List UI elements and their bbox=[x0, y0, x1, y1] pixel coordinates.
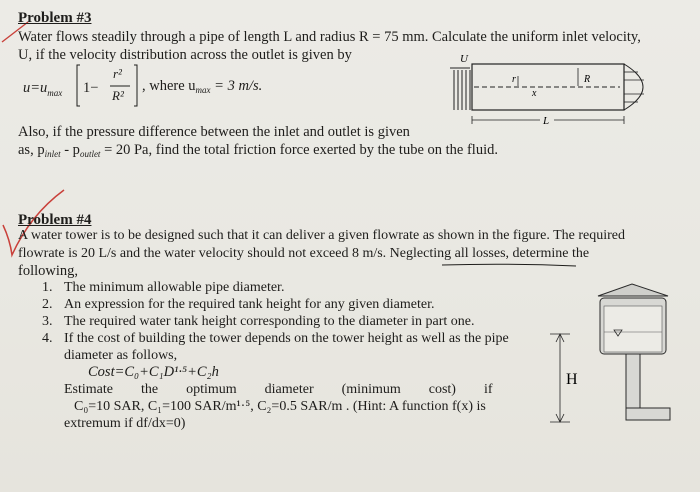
label-R: R bbox=[584, 74, 591, 85]
problem3-line1: Water flows steadily through a pipe of length L and radius R = 75 mm. Calculate the uniform inlet velocity, bbox=[18, 29, 641, 45]
formula-max-sub: max bbox=[47, 88, 63, 98]
list-item: 3. The required water tank height corresponding to the diameter in part one. bbox=[42, 314, 475, 329]
line4-outlet-sub: outlet bbox=[79, 149, 101, 159]
list-item: 1. The minimum allowable pipe diameter. bbox=[42, 280, 285, 295]
constants-line: C₀=10 SAR, C₁=100 SAR/m¹·⁵, C₂=0.5 SAR/m . (Hint: A function f(x) is bbox=[74, 399, 486, 414]
velocity-formula bbox=[23, 80, 62, 98]
formula-numerator: r² bbox=[113, 66, 122, 81]
tower-outlet bbox=[626, 408, 670, 420]
water-tower-figure bbox=[540, 282, 690, 442]
problem4-line1: A water tower is to be designed such that it can deliver a given flowrate as shown in the figure. The required bbox=[18, 228, 625, 243]
formula-denominator: R² bbox=[112, 88, 124, 103]
formula-where bbox=[142, 78, 262, 95]
neglecting-underline bbox=[440, 262, 580, 268]
problem3-line3: Also, if the pressure difference between the inlet and outlet is given bbox=[18, 124, 410, 140]
tank-roof bbox=[598, 284, 668, 296]
line4-a: as, p bbox=[18, 142, 45, 158]
line4-c: = 20 Pa, find the total friction force exerted by the tube on the fluid. bbox=[100, 142, 498, 158]
label-r: r bbox=[512, 74, 516, 85]
list-item-cont: diameter as follows, bbox=[64, 348, 178, 363]
list-item: 4. If the cost of building the tower depends on the tower height as well as the pipe bbox=[42, 331, 509, 346]
line4-b: - p bbox=[60, 142, 80, 158]
list-item: 2. An expression for the required tank height for any given diameter. bbox=[42, 297, 435, 312]
formula-one: 1− bbox=[83, 80, 99, 96]
estimate-line: Estimate the optimum diameter (minimum cost) if bbox=[64, 382, 493, 397]
label-x: x bbox=[532, 88, 537, 99]
cost-equation: Cost=C₀+C₁D¹·⁵+C₂h bbox=[88, 364, 219, 380]
formula-where-text: , where u bbox=[142, 78, 196, 94]
problem3-title: Problem #3 bbox=[18, 10, 92, 26]
hint-line: extremum if df/dx=0) bbox=[64, 416, 186, 431]
problem4-list bbox=[42, 279, 509, 364]
label-U: U bbox=[460, 53, 468, 65]
formula-where-sub: max bbox=[195, 85, 211, 95]
pipe-diagram bbox=[448, 50, 658, 135]
outlet-profile bbox=[624, 64, 643, 110]
problem3-line4 bbox=[18, 142, 498, 159]
label-H: H bbox=[566, 371, 578, 388]
inlet-arrows bbox=[454, 70, 470, 110]
line4-inlet-sub: inlet bbox=[44, 149, 61, 159]
problem3-line2: U, if the velocity distribution across the outlet is given by bbox=[18, 47, 352, 63]
problem4-title: Problem #4 bbox=[18, 212, 92, 228]
problem4-line3: following, bbox=[18, 263, 79, 279]
label-L: L bbox=[543, 115, 550, 127]
formula-where-value: = 3 m/s. bbox=[214, 78, 263, 94]
formula-lhs: u=u bbox=[23, 80, 48, 96]
problem4-line2: flowrate is 20 L/s and the water velocity should not exceed 8 m/s. Neglecting all losses, determine the bbox=[18, 246, 590, 261]
